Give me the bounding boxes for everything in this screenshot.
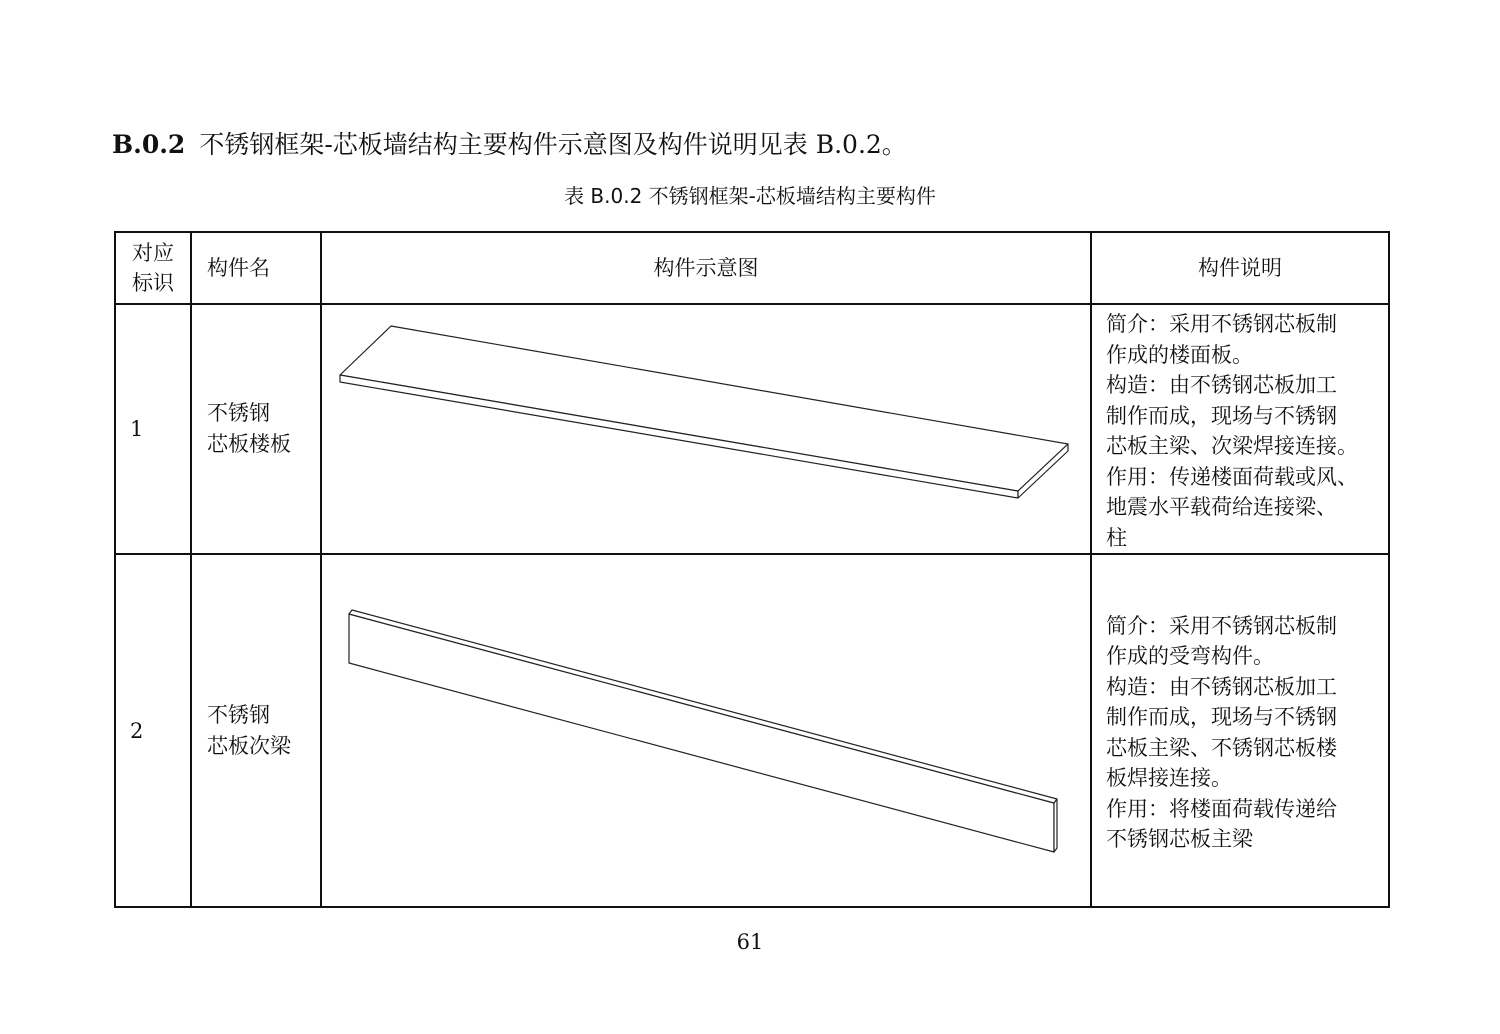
table-row — [115, 304, 1389, 554]
description-line: 柱 — [1106, 525, 1127, 550]
table-row — [115, 554, 1389, 907]
table-caption: 表 B.0.2 不锈钢框架-芯板墙结构主要构件 — [564, 184, 936, 208]
description-line: 不锈钢芯板主梁 — [1106, 827, 1253, 851]
header-mark-line2: 标识 — [132, 271, 174, 295]
row-diagram — [321, 554, 1091, 907]
description-line: 构造：由不锈钢芯板加工 — [1106, 373, 1337, 397]
description-line: 板焊接连接。 — [1106, 766, 1232, 790]
section-text: 不锈钢框架-芯板墙结构主要构件示意图及构件说明见表 B.0.2。 — [199, 130, 907, 159]
description-line: 制作而成，现场与不锈钢 — [1106, 403, 1337, 428]
page-number: 61 — [736, 930, 764, 954]
row-name — [191, 304, 321, 554]
row-diagram — [321, 304, 1091, 554]
section-heading — [112, 128, 907, 162]
component-table — [114, 231, 1390, 908]
description-line: 制作而成，现场与不锈钢 — [1106, 705, 1337, 729]
description-line: 芯板主梁、次梁焊接连接。 — [1106, 434, 1358, 458]
description-line: 作用：将楼面荷载传递给 — [1106, 796, 1337, 821]
row-description — [1091, 304, 1389, 554]
row-description — [1091, 554, 1389, 907]
table-header-row — [115, 232, 1389, 304]
row-name-line1: 不锈钢 — [207, 702, 270, 727]
row-name-line2: 芯板楼板 — [207, 432, 291, 456]
description-line: 作成的楼面板。 — [1106, 342, 1253, 367]
description-line: 地震水平载荷给连接梁、 — [1106, 495, 1337, 519]
row-id: 2 — [115, 554, 191, 907]
description-line: 芯板主梁、不锈钢芯板楼 — [1106, 735, 1337, 760]
header-mark — [115, 232, 191, 304]
description-line: 简介：采用不锈钢芯板制 — [1106, 613, 1337, 638]
header-name: 构件名 — [191, 232, 321, 304]
row-id: 1 — [115, 304, 191, 554]
description-line: 作成的受弯构件。 — [1106, 644, 1274, 668]
description-line: 简介：采用不锈钢芯板制 — [1106, 312, 1337, 336]
secondary-beam-drawing — [322, 555, 1090, 906]
header-diagram: 构件示意图 — [321, 232, 1091, 304]
header-mark-line1: 对应 — [132, 241, 174, 265]
description-line: 作用：传递楼面荷载或风、 — [1106, 464, 1358, 489]
floor-slab-drawing — [322, 305, 1090, 548]
description-line: 构造：由不锈钢芯板加工 — [1106, 674, 1337, 699]
row-name-line2: 芯板次梁 — [207, 733, 291, 758]
row-name — [191, 554, 321, 907]
section-number: B.0.2 — [112, 130, 186, 159]
header-description: 构件说明 — [1091, 232, 1389, 304]
row-name-line1: 不锈钢 — [207, 401, 270, 425]
